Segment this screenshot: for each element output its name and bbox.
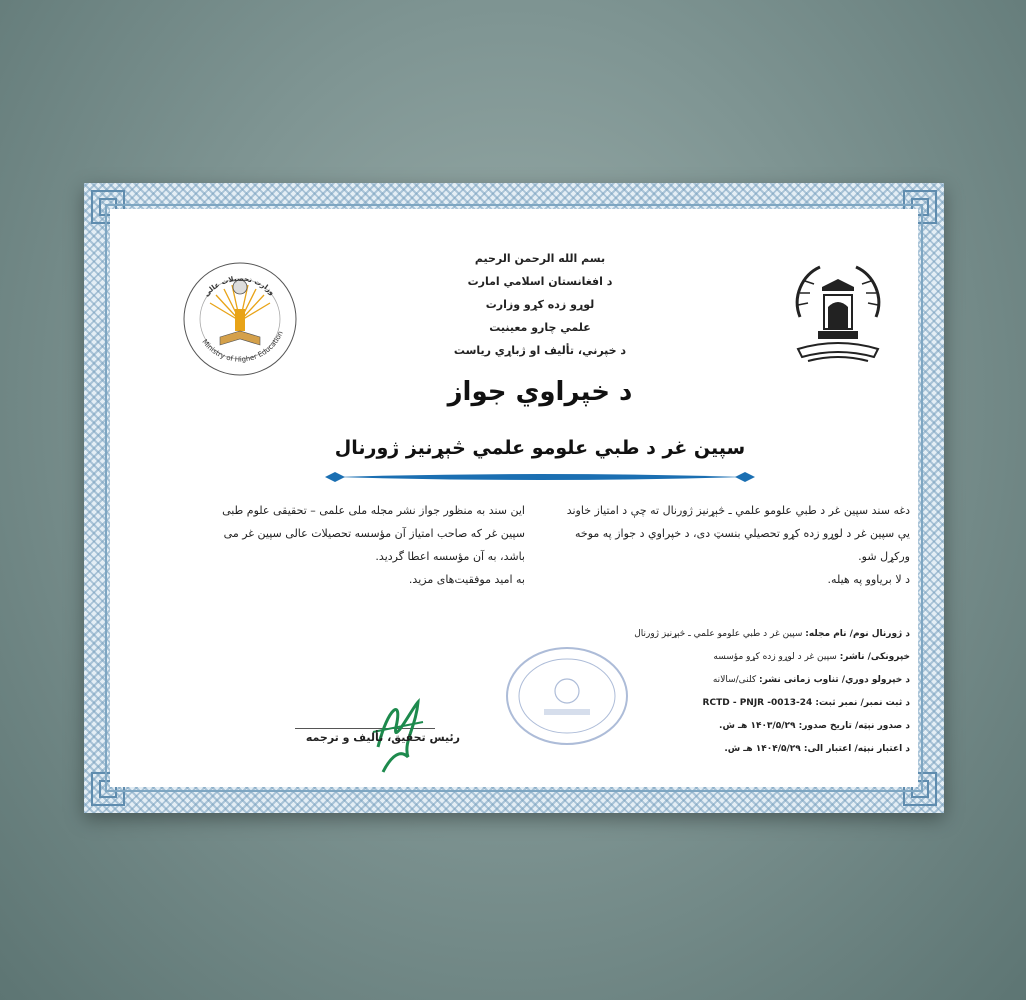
journal-name: سپین غر د طبي علومو علمي څېړنیز ژورنال [334, 437, 746, 459]
dari-paragraph [180, 499, 525, 591]
bismillah: بسم الله الرحمن الرحیم [474, 252, 606, 265]
detail-value: ۱۴۰۴/۵/۲۹ هـ ش. [724, 744, 804, 754]
dari-line: سپین غر که صاحب امتیاز آن مؤسسه تحصیلات عالی سپین غر می [223, 527, 525, 540]
pashto-line: د لا بریاوو په هیله. [827, 573, 910, 586]
header-directorate: د خپرني، تألیف او ژباړي ریاست [453, 344, 627, 357]
header-deputy: علمي چارو معینیت [489, 321, 591, 334]
detail-value: RCTD - PNJR -0013-24 [702, 698, 816, 708]
detail-label: د صدور نېټه/ تاریخ صدور: [798, 721, 910, 731]
detail-label: د ثبت نمبر/ نمبر ثبت: [815, 698, 910, 708]
dari-line: به امید موفقیت‌های مزید. [408, 573, 525, 586]
signatory-title: رئیس تحقیق، تألیف و ترجمه [305, 731, 460, 744]
certificate-body [110, 209, 918, 787]
detail-label: د خپرولو دوري/ تناوب زمانی نشر: [758, 675, 910, 685]
detail-label: د ژورنال نوم/ نام مجله: [805, 629, 910, 639]
emirate-emblem-icon [788, 257, 888, 379]
certificate [84, 183, 944, 813]
dari-line: باشد، به آن مؤسسه اعطا گردید. [375, 550, 525, 563]
header-emirate: د افغانستان اسلامي امارت [467, 275, 613, 288]
official-stamp-icon [502, 641, 632, 751]
ministry-emblem-icon [180, 259, 300, 379]
dari-line: این سند به منظور جواز نشر مجله ملی علمی – تحقیقی علوم طبی [222, 504, 525, 517]
detail-value: سپین غر د طبي علومو علمي ـ څېړنیز ژورنال [634, 629, 806, 639]
certificate-title: د خپراوي جواز [447, 377, 633, 407]
pashto-line: یې سپین غر د لوړو زده کړو تحصیلي بنسټ دی، د خپراوي د جواز په موخه [575, 527, 910, 540]
detail-value: کلنی/سالانه [712, 675, 759, 685]
emblem-caption-local: وزارت تحصیلات عالی [202, 274, 277, 299]
ornamental-divider-icon [325, 469, 755, 485]
pashto-line: دغه سند سپین غر د طبي علومو علمي ـ څېړنیز ژورنال ته چې د امتیاز خاوند [566, 504, 910, 517]
detail-value: ۱۴۰۳/۵/۲۹ هـ ش. [719, 721, 799, 731]
pashto-paragraph [550, 499, 910, 591]
detail-label: د اعتبار نېټه/ اعتبار الی: [803, 744, 910, 754]
header-block [440, 247, 640, 362]
detail-label: خپرونکی/ ناشر: [839, 652, 910, 662]
detail-value: سپین غر د لوړو زده کړو مؤسسه [713, 652, 840, 662]
emblem-caption-en: Ministry of Higher Education [200, 329, 285, 364]
header-ministry: لوړو زده کړو وزارت [485, 298, 595, 311]
pashto-line: ورکړل شو. [858, 550, 910, 563]
